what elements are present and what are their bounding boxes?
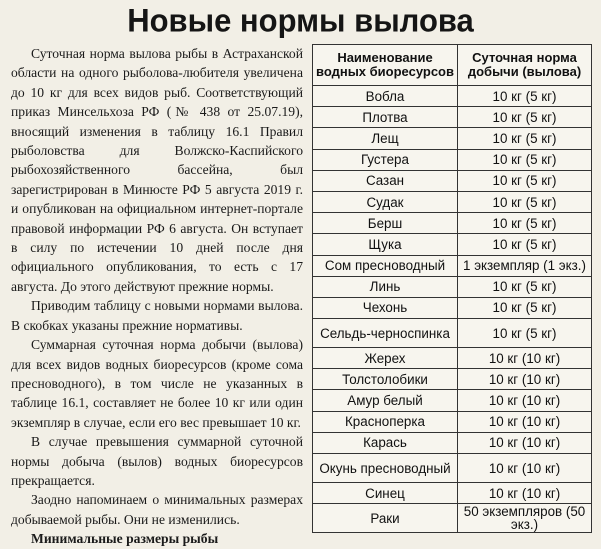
table-row	[313, 255, 592, 276]
table-row	[313, 390, 592, 411]
catch-norms-table	[312, 44, 592, 533]
table-row	[313, 504, 592, 533]
table-row	[313, 369, 592, 390]
species-cell: Толстолобики	[313, 369, 458, 390]
article-subheading: Минимальные размеры рыбы	[31, 531, 219, 547]
table-row	[313, 483, 592, 504]
species-cell: Чехонь	[313, 297, 458, 318]
norm-cell: 10 кг (5 кг)	[458, 297, 592, 318]
table-row	[313, 411, 592, 432]
article-paragraph: Заодно напоминаем о минимальных размерах добываемой рыбы. Они не изменились.	[11, 492, 303, 527]
norm-cell: 10 кг (10 кг)	[458, 369, 592, 390]
norm-cell: 10 кг (5 кг)	[458, 86, 592, 107]
article-body	[11, 44, 303, 549]
table-row	[313, 348, 592, 369]
table-row	[313, 107, 592, 128]
species-cell: Лещ	[313, 128, 458, 149]
norm-cell: 10 кг (10 кг)	[458, 411, 592, 432]
table-row	[313, 432, 592, 453]
species-cell: Амур белый	[313, 390, 458, 411]
norm-cell: 10 кг (5 кг)	[458, 213, 592, 234]
species-cell: Красноперка	[313, 411, 458, 432]
norm-cell: 10 кг (10 кг)	[458, 483, 592, 504]
species-cell: Сом пресноводный	[313, 255, 458, 276]
norm-cell: 10 кг (5 кг)	[458, 191, 592, 212]
species-cell: Линь	[313, 276, 458, 297]
species-cell: Окунь пресноводный	[313, 454, 458, 483]
species-cell: Щука	[313, 234, 458, 255]
species-cell: Судак	[313, 191, 458, 212]
norm-cell: 10 кг (5 кг)	[458, 170, 592, 191]
species-cell: Карась	[313, 432, 458, 453]
table-row	[313, 454, 592, 483]
table-row	[313, 234, 592, 255]
norm-cell: 10 кг (5 кг)	[458, 234, 592, 255]
table-row	[313, 276, 592, 297]
column-header-norm: Суточная норма добычи (вылова)	[458, 45, 592, 86]
species-cell: Сазан	[313, 170, 458, 191]
species-cell: Плотва	[313, 107, 458, 128]
table-row	[313, 86, 592, 107]
norm-cell: 50 экземпляров (50 экз.)	[458, 504, 592, 533]
table-body	[313, 86, 592, 533]
norm-cell: 10 кг (10 кг)	[458, 454, 592, 483]
norm-cell: 10 кг (10 кг)	[458, 390, 592, 411]
norm-cell: 10 кг (5 кг)	[458, 319, 592, 348]
norm-cell: 10 кг (5 кг)	[458, 128, 592, 149]
norm-cell: 1 экземпляр (1 экз.)	[458, 255, 592, 276]
species-cell: Жерех	[313, 348, 458, 369]
species-cell: Густера	[313, 149, 458, 170]
table-row	[313, 128, 592, 149]
table-row	[313, 213, 592, 234]
article-paragraph: Суточная норма вылова рыбы в Астраханской области на одного рыболова-любителя увеличена до 10 кг для всех видов рыб. Соответствующий приказ Минсельхоза РФ (№ 438 от 25.07.19), вносящий изменения в таблицу 16.1 Правил рыболовства для Волжско-Каспийского рыбохозяйственного бассейна, был зарегистрирован в Минюсте РФ 5 августа 2019 г. и опубликован на официальном интернет-портале правовой информации РФ 6 августа. Он вступает в силу по истечении 10 дней после дня официального опубликования, то есть с 17 августа. До этого действуют прежние нормы.	[11, 46, 303, 294]
page-title: Новые нормы вылова	[127, 2, 474, 39]
norm-cell: 10 кг (10 кг)	[458, 432, 592, 453]
column-header-species: Наименование водных биоресурсов	[313, 45, 458, 86]
table-row	[313, 319, 592, 348]
species-cell: Синец	[313, 483, 458, 504]
norm-cell: 10 кг (5 кг)	[458, 107, 592, 128]
species-cell: Сельдь-черноспинка	[313, 319, 458, 348]
article-paragraph: В случае превышения суммарной суточной нормы добыча (вылов) водных биоресурсов прекращается.	[11, 434, 303, 488]
table-row	[313, 297, 592, 318]
table-row	[313, 191, 592, 212]
norm-cell: 10 кг (5 кг)	[458, 276, 592, 297]
norm-cell: 10 кг (5 кг)	[458, 149, 592, 170]
species-cell: Вобла	[313, 86, 458, 107]
species-cell: Берш	[313, 213, 458, 234]
table-row	[313, 170, 592, 191]
article-paragraph: Суммарная суточная норма добычи (вылова) для всех видов водных биоресурсов (кроме сома пресноводного), в том числе не указанных в таблице 16.1, составляет не более 10 кг или один экземпляр в случае, если его вес превышает 10 кг.	[11, 337, 303, 430]
norm-cell: 10 кг (10 кг)	[458, 348, 592, 369]
table-header-row	[313, 45, 592, 86]
species-cell: Раки	[313, 504, 458, 533]
table-row	[313, 149, 592, 170]
article-paragraph: Приводим таблицу с новыми нормами вылова. В скобках указаны прежние нормативы.	[11, 298, 303, 333]
